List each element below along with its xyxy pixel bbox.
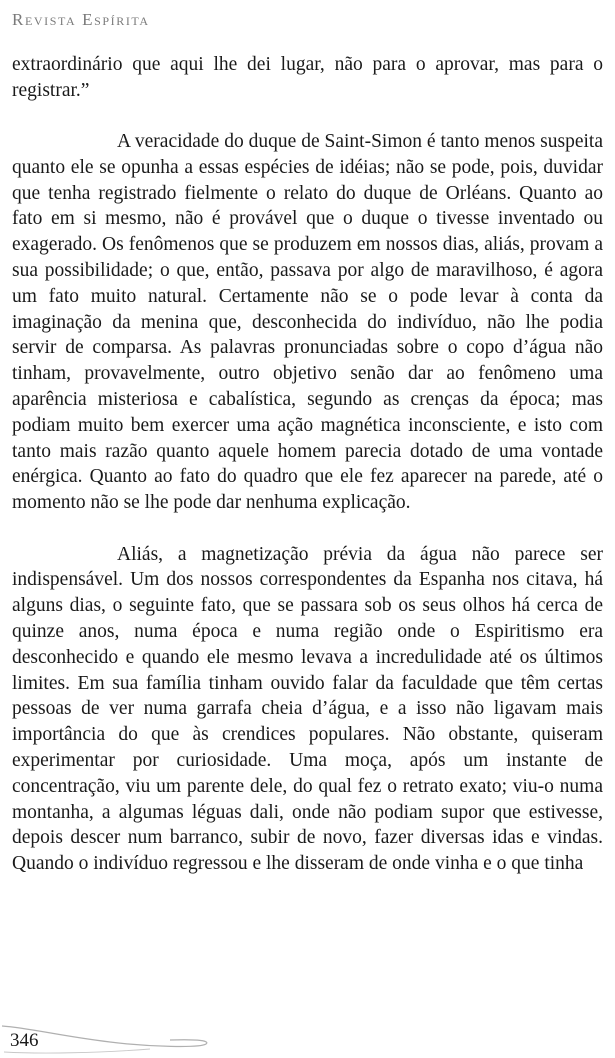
paragraph-magnetizacao: Aliás, a magnetização prévia da água não parece ser indispensável. Um dos nossos correspondentes da Espanha nos citava, há alguns dias, o seguinte fato, que se passara sob os seus olhos há cerca de quinze anos, numa época e numa região onde o Espiritismo era desconhecido e quando ele mesmo levava a incredulidade até os últimos limites. Em sua família tinham ouvido falar da faculdade que têm certas pessoas de ver numa garrafa cheia d’água, e a isso não ligavam mais importância do que às crendices populares. Não obstante, quiseram experimentar por curiosidade. Uma moça, após um instante de concentração, viu um parente dele, do qual fez o retrato exato; viu-o numa montanha, a algumas léguas dali, onde não podiam supor que estivesse, depois descer num barranco, subir de novo, fazer diversas idas e vindas. Quando o indivíduo regressou e lhe disseram de onde vinha e o que tinha: [12, 543, 603, 875]
page-footer: [0, 1022, 260, 1058]
paragraph-saint-simon: A veracidade do duque de Saint-Simon é tanto menos suspeita quanto ele se opunha a essas espécies de idéias; não se pode, pois, duvidar que tenha registrado fielmente o relato do duque de Orléans. Quanto ao fato em si mesmo, não é provável que o duque o tivesse inventado ou exagerado. Os fenômenos que se produzem em nossos dias, aliás, provam a sua possibilidade; o que, então, passava por algo de maravilhoso, é agora um fato muito natural. Certamente não se o pode levar à conta da imaginação da menina que, desconhecida do indivíduo, não lhe podia servir de comparsa. As palavras pronunciadas sobre o copo d’água não tinham, provavelmente, outro objetivo senão dar ao fenômeno uma aparência misteriosa e cabalística, segundo as crenças da época; mas podiam muito bem exercer uma ação magnética inconsciente, e isto com tanto mais razão quanto aquele homem parecia dotado de uma vontade enérgica. Quanto ao fato do quadro que ele fez aparecer na parede, até o momento não se lhe pode dar nenhuma explicação.: [12, 131, 603, 514]
folio-swash-ornament: [0, 1022, 260, 1058]
body-text: [12, 52, 603, 877]
paragraph-continuation: extraordinário que aqui lhe dei lugar, não para o aprovar, mas para o registrar.”: [12, 54, 603, 101]
page-number: 346: [10, 1030, 39, 1051]
running-head-title: Revista Espírita: [12, 10, 150, 29]
